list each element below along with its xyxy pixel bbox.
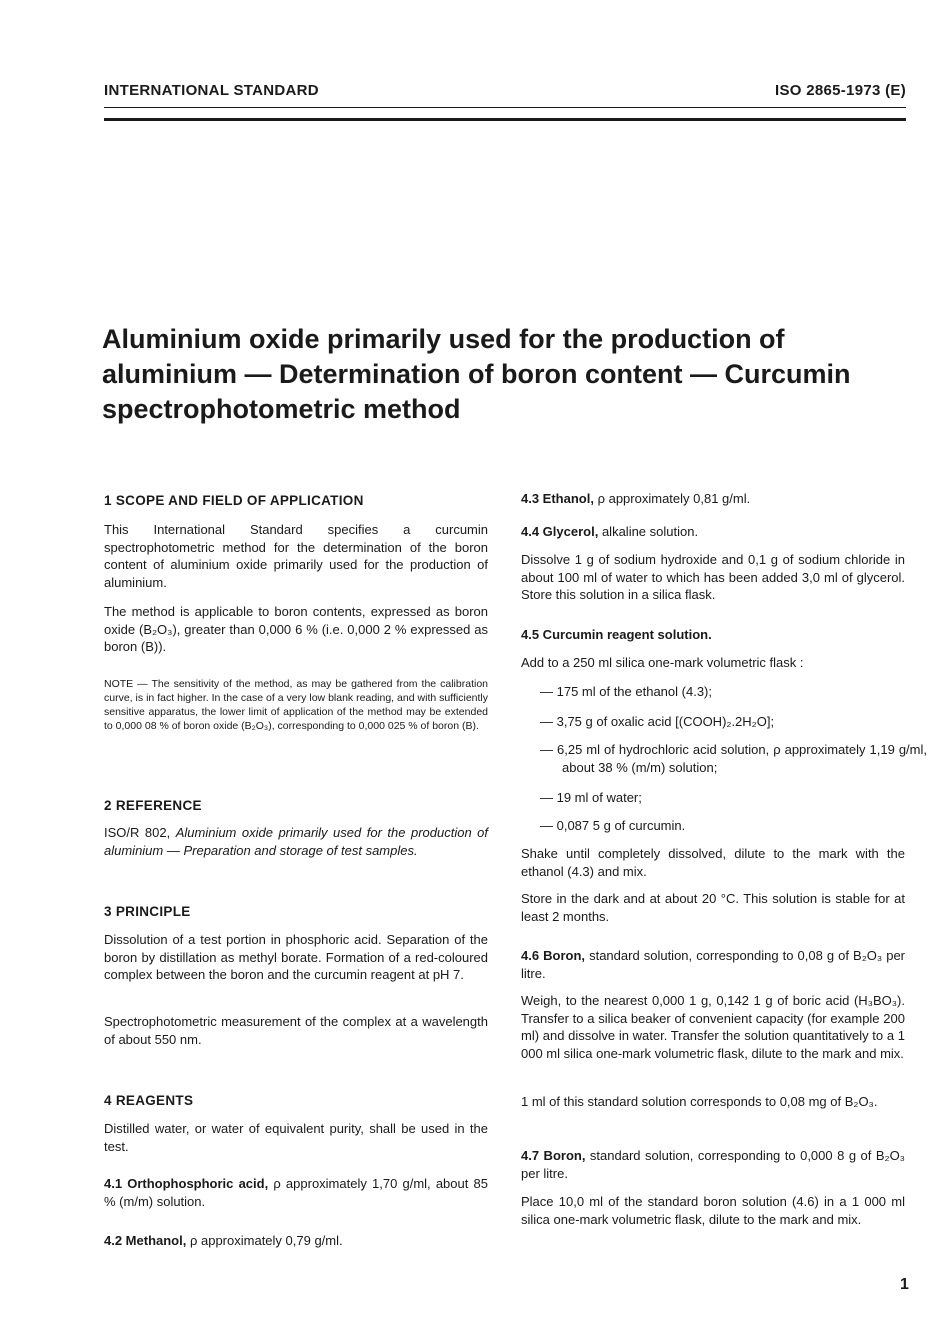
reagent-4-2: [104, 1232, 488, 1250]
reagent-text: ρ approximately 0,79 g/ml.: [189, 1233, 343, 1248]
reagent-text: ρ approximately 0,81 g/ml.: [597, 491, 751, 506]
section-heading: 2 REFERENCE: [104, 798, 202, 813]
header-rule-thick: [104, 118, 906, 121]
reagent-4-7: [521, 1147, 905, 1182]
reference-paragraph: [104, 824, 488, 859]
section-heading: 1 SCOPE AND FIELD OF APPLICATION: [104, 493, 364, 508]
page-number: 1: [900, 1276, 909, 1293]
reagent-label: 4.3 Ethanol,: [521, 491, 594, 506]
reference-code: ISO/R 802,: [104, 825, 171, 840]
section-heading: 4 REAGENTS: [104, 1093, 194, 1108]
paragraph: 1 ml of this standard solution corresponds to 0,08 mg of B₂O₃.: [521, 1094, 878, 1109]
paragraph: Dissolve 1 g of sodium hydroxide and 0,1 g of sodium chloride in about 100 ml of water to which has been added 3,0 ml of glycerol. Store this solution in a silica flask.: [521, 552, 905, 602]
paragraph: This International Standard specifies a curcumin spectrophotometric method for the determination of the boron content of aluminium oxide primarily used for the production of aluminium.: [104, 522, 488, 590]
reagent-label: 4.1 Orthophosphoric acid,: [104, 1176, 269, 1191]
paragraph: Add to a 250 ml silica one-mark volumetric flask :: [521, 655, 804, 670]
reagent-text: standard solution, corresponding to 0,000 8 g of B₂O₃ per litre.: [521, 1148, 905, 1181]
reagent-text: standard solution, corresponding to 0,08 g of B₂O₃ per litre.: [521, 948, 905, 981]
paragraph: Store in the dark and at about 20 °C. This solution is stable for at least 2 months.: [521, 891, 905, 924]
reagent-4-6: [521, 947, 905, 982]
document-title: Aluminium oxide primarily used for the production of aluminium — Determination of boron content — Curcumin spectrophotometric method: [102, 324, 851, 424]
section-heading: 3 PRINCIPLE: [104, 904, 191, 919]
reagent-label: 4.4 Glycerol,: [521, 524, 599, 539]
paragraph: Weigh, to the nearest 0,000 1 g, 0,142 1 g of boric acid (H₃BO₃). Transfer to a silica beaker of convenient capacity (for example 200 ml) and dissolve in water. Transfer the solution quantitatively to a 1 000 ml silica one-mark volumetric flask, dilute to the mark and mix.: [521, 993, 905, 1061]
reagent-label: 4.2 Methanol,: [104, 1233, 187, 1248]
list-item: — 3,75 g of oxalic acid [(COOH)₂.2H₂O];: [540, 714, 775, 729]
reference-title: Aluminium oxide primarily used for the production of aluminium — Preparation and storage of test samples.: [104, 825, 489, 858]
reagent-4-4: [521, 523, 905, 541]
paragraph: Distilled water, or water of equivalent purity, shall be used in the test.: [104, 1121, 488, 1154]
reagent-text: alkaline solution.: [601, 524, 699, 539]
reagent-label: 4.7 Boron,: [521, 1148, 586, 1163]
list-item: — 175 ml of the ethanol (4.3);: [540, 684, 712, 699]
reagent-4-3: [521, 490, 905, 508]
header-standard-label: INTERNATIONAL STANDARD: [104, 82, 319, 99]
list-item: — 19 ml of water;: [540, 790, 642, 805]
header-rule-thin: [104, 107, 906, 108]
list-item: — 6,25 ml of hydrochloric acid solution, ρ approximately 1,19 g/ml, about 38 % (m/m) solution;: [540, 742, 927, 775]
header-standard-number: ISO 2865-1973 (E): [774, 82, 906, 99]
reagent-text: ρ approximately 1,70 g/ml, about 85 % (m/m) solution.: [104, 1176, 488, 1209]
reagent-label: 4.6 Boron,: [521, 948, 586, 963]
paragraph: The method is applicable to boron contents, expressed as boron oxide (B₂O₃), greater than 0,000 6 % (i.e. 0,000 2 % expressed as boron (B)).: [104, 604, 488, 654]
paragraph: Shake until completely dissolved, dilute to the mark with the ethanol (4.3) and mix.: [521, 846, 905, 879]
reagent-4-5-label: 4.5 Curcumin reagent solution.: [521, 627, 712, 642]
paragraph: Dissolution of a test portion in phosphoric acid. Separation of the boron by distillation as methyl borate. Formation of a red-coloured complex between the boron and the curcumin reagent at pH 7.: [104, 932, 488, 982]
paragraph: Place 10,0 ml of the standard boron solution (4.6) in a 1 000 ml silica one-mark volumetric flask, dilute to the mark and mix.: [521, 1194, 905, 1227]
reagent-4-1: [104, 1175, 488, 1210]
paragraph: Spectrophotometric measurement of the complex at a wavelength of about 550 nm.: [104, 1014, 488, 1047]
list-item: — 0,087 5 g of curcumin.: [540, 818, 686, 833]
note: NOTE — The sensitivity of the method, as may be gathered from the calibration curve, is in fact higher. In the case of a very low blank reading, and with sufficiently sensitive apparatus, the lower limit of application of the method may be extended to 0,000 08 % of boron oxide (B₂O₃), corresponding to 0,000 025 % of boron (B).: [104, 678, 488, 732]
